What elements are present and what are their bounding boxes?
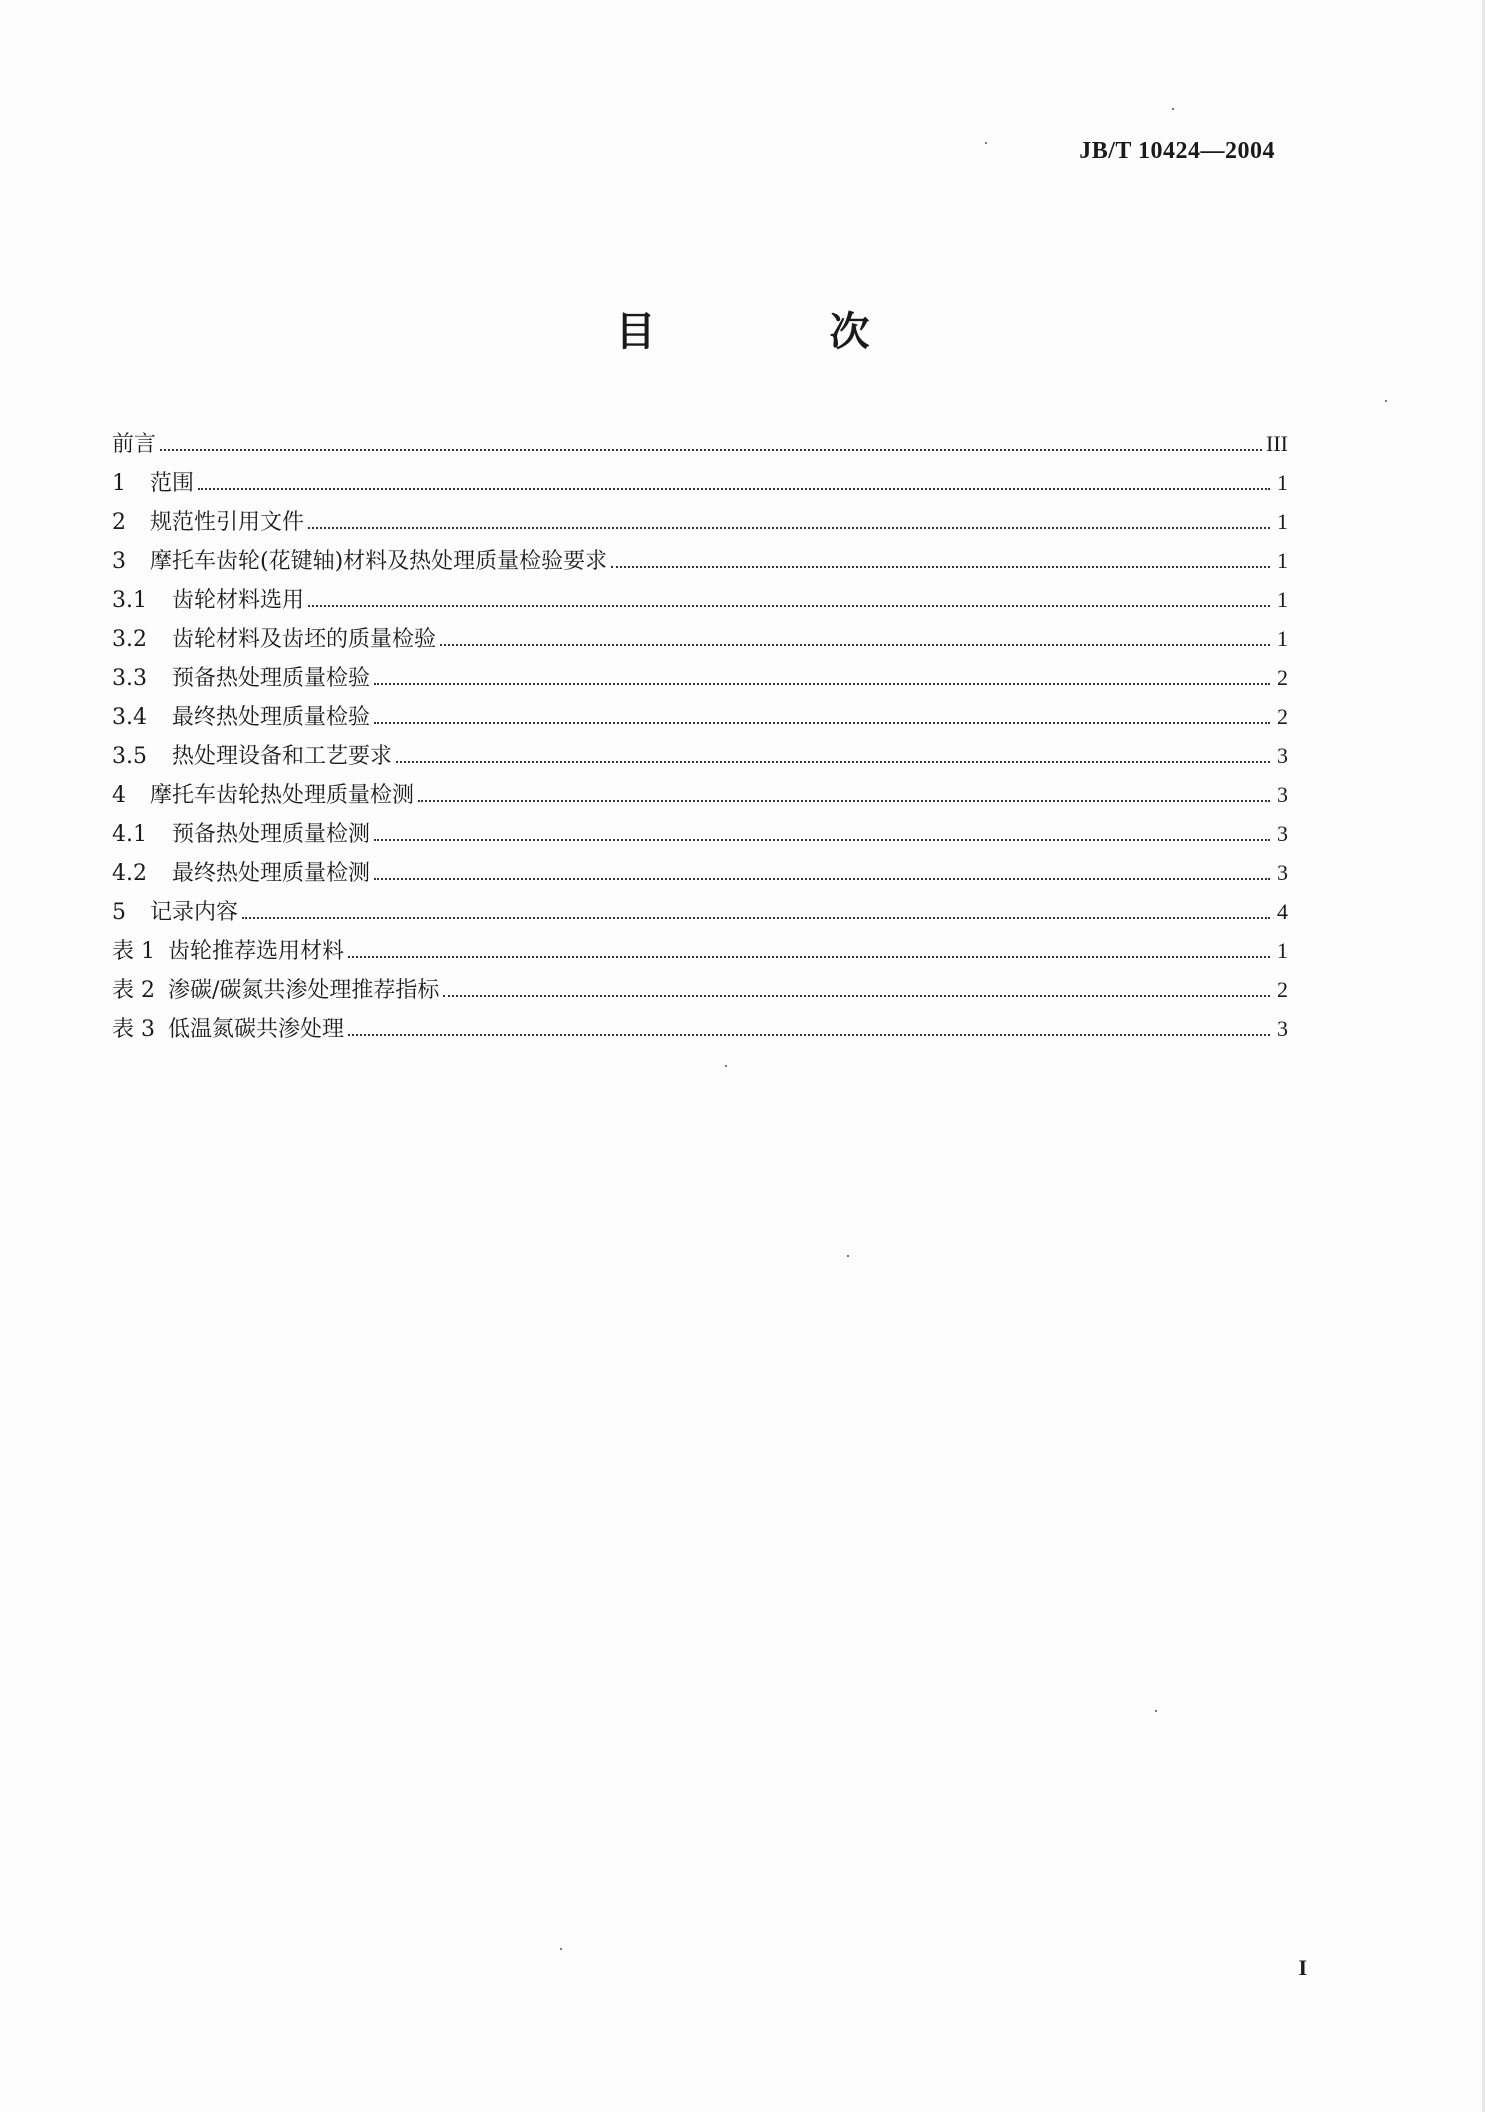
toc-label: 摩托车齿轮(花键轴)材料及热处理质量检验要求 bbox=[150, 549, 608, 574]
scan-speck bbox=[847, 1255, 849, 1257]
dot-leader bbox=[160, 449, 1262, 451]
toc-number: 3.3 bbox=[112, 666, 147, 691]
toc-page-number: 3 bbox=[1277, 782, 1288, 807]
toc-label: 最终热处理质量检测 bbox=[172, 861, 371, 886]
toc-page-number: 1 bbox=[1277, 626, 1288, 651]
toc-page-number: 1 bbox=[1277, 470, 1288, 495]
toc-number: 4 bbox=[112, 783, 126, 808]
toc-entry-5[interactable] bbox=[112, 892, 1288, 931]
toc-label: 齿轮材料及齿坯的质量检验 bbox=[172, 627, 437, 652]
toc-page-number: III bbox=[1266, 431, 1288, 456]
toc-label: 前言 bbox=[112, 432, 157, 457]
toc-label: 预备热处理质量检测 bbox=[172, 822, 371, 847]
dot-leader bbox=[440, 644, 1270, 646]
toc-page-number: 2 bbox=[1277, 977, 1288, 1002]
toc-label: 低温氮碳共渗处理 bbox=[168, 1017, 345, 1042]
toc-number: 3.4 bbox=[112, 705, 147, 730]
dot-leader bbox=[308, 527, 1270, 529]
toc-label: 规范性引用文件 bbox=[150, 510, 305, 535]
dot-leader bbox=[198, 488, 1270, 490]
toc-label: 最终热处理质量检验 bbox=[172, 705, 371, 730]
toc-label: 齿轮材料选用 bbox=[172, 588, 305, 613]
toc-page-number: 4 bbox=[1277, 899, 1288, 924]
toc-entry-3-4[interactable] bbox=[112, 697, 1288, 736]
toc-label: 齿轮推荐选用材料 bbox=[168, 939, 345, 964]
toc-page-number: 2 bbox=[1277, 665, 1288, 690]
toc-number: 3.1 bbox=[112, 588, 147, 613]
table-of-contents bbox=[112, 424, 1288, 1048]
toc-entry-3-1[interactable] bbox=[112, 580, 1288, 619]
page-title: 目 次 bbox=[615, 309, 950, 355]
toc-label: 摩托车齿轮热处理质量检测 bbox=[150, 783, 415, 808]
dot-leader bbox=[242, 917, 1270, 919]
toc-entry-3-2[interactable] bbox=[112, 619, 1288, 658]
toc-number: 1 bbox=[112, 471, 126, 496]
dot-leader bbox=[374, 683, 1270, 685]
toc-number: 3.5 bbox=[112, 744, 147, 769]
scan-speck bbox=[1155, 1710, 1157, 1712]
toc-label: 范围 bbox=[150, 471, 195, 496]
page-number-footer: I bbox=[1298, 1955, 1307, 1980]
scan-speck bbox=[985, 142, 987, 144]
toc-page-number: 1 bbox=[1277, 509, 1288, 534]
toc-entry-1[interactable] bbox=[112, 463, 1288, 502]
dot-leader bbox=[374, 722, 1270, 724]
toc-entry-4[interactable] bbox=[112, 775, 1288, 814]
toc-number: 4.2 bbox=[112, 861, 147, 886]
toc-label: 预备热处理质量检验 bbox=[172, 666, 371, 691]
scan-speck bbox=[560, 1948, 562, 1950]
document-number: JB/T 10424—2004 bbox=[1079, 138, 1275, 164]
dot-leader bbox=[348, 956, 1270, 958]
toc-page-number: 3 bbox=[1277, 821, 1288, 846]
toc-number: 表 2 bbox=[112, 978, 155, 1003]
toc-number: 4.1 bbox=[112, 822, 147, 847]
toc-page-number: 3 bbox=[1277, 743, 1288, 768]
scan-speck bbox=[1172, 108, 1174, 110]
toc-number: 3.2 bbox=[112, 627, 147, 652]
toc-entry-table-1[interactable] bbox=[112, 931, 1288, 970]
dot-leader bbox=[611, 566, 1270, 568]
toc-entry-foreword[interactable] bbox=[112, 424, 1288, 463]
toc-number: 3 bbox=[112, 549, 126, 574]
toc-entry-3-5[interactable] bbox=[112, 736, 1288, 775]
dot-leader bbox=[374, 839, 1270, 841]
toc-number: 5 bbox=[112, 900, 126, 925]
toc-entry-3-3[interactable] bbox=[112, 658, 1288, 697]
dot-leader bbox=[374, 878, 1270, 880]
toc-number: 表 1 bbox=[112, 939, 155, 964]
dot-leader bbox=[348, 1034, 1270, 1036]
scan-speck bbox=[1385, 400, 1387, 402]
toc-entry-4-1[interactable] bbox=[112, 814, 1288, 853]
toc-label: 热处理设备和工艺要求 bbox=[172, 744, 393, 769]
toc-page-number: 1 bbox=[1277, 587, 1288, 612]
toc-label: 渗碳/碳氮共渗处理推荐指标 bbox=[168, 978, 440, 1003]
dot-leader bbox=[308, 605, 1270, 607]
toc-page-number: 3 bbox=[1277, 1016, 1288, 1041]
toc-entry-2[interactable] bbox=[112, 502, 1288, 541]
toc-number: 2 bbox=[112, 510, 126, 535]
dot-leader bbox=[418, 800, 1270, 802]
toc-page-number: 2 bbox=[1277, 704, 1288, 729]
scan-speck bbox=[725, 1065, 727, 1067]
dot-leader bbox=[396, 761, 1270, 763]
toc-number: 表 3 bbox=[112, 1017, 155, 1042]
toc-page-number: 1 bbox=[1277, 548, 1288, 573]
dot-leader bbox=[443, 995, 1270, 997]
toc-page-number: 1 bbox=[1277, 938, 1288, 963]
toc-entry-table-3[interactable] bbox=[112, 1009, 1288, 1048]
toc-entry-4-2[interactable] bbox=[112, 853, 1288, 892]
toc-entry-3[interactable] bbox=[112, 541, 1288, 580]
toc-label: 记录内容 bbox=[150, 900, 239, 925]
toc-entry-table-2[interactable] bbox=[112, 970, 1288, 1009]
toc-page-number: 3 bbox=[1277, 860, 1288, 885]
